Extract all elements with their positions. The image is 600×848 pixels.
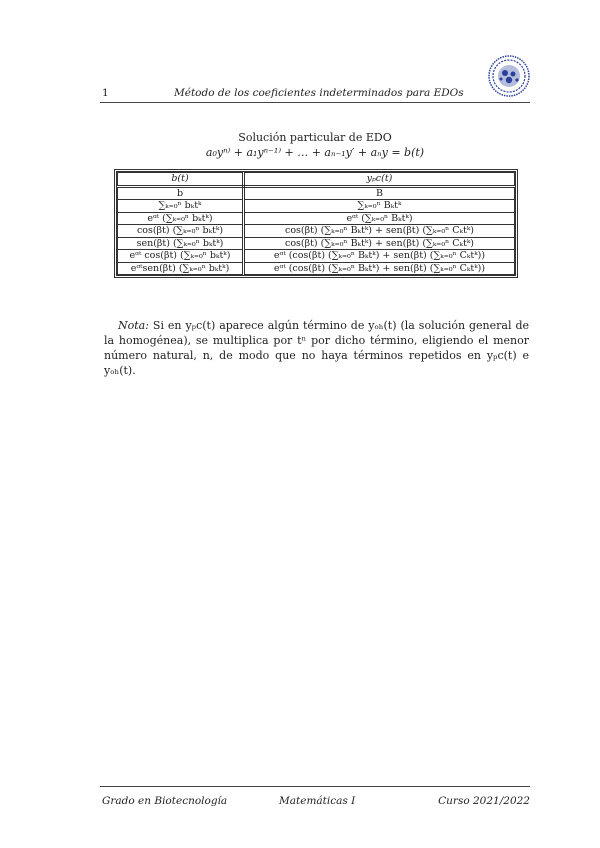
table-caption (100, 130, 530, 160)
particular-solution-table (117, 172, 515, 275)
table-row (118, 250, 515, 263)
caption-title: Solución particular de EDO (238, 131, 392, 144)
page-number: 1 (102, 87, 109, 99)
table-header-row (118, 173, 515, 187)
particular-solution-cell: cos(βt) (∑ₖ₌₀ⁿ Bₖtᵏ) + sen(βt) (∑ₖ₌₀ⁿ Cₖtᵏ) (244, 237, 515, 250)
forcing-term-cell: eᵅᵗ cos(βt) (∑ₖ₌₀ⁿ bₖtᵏ) (118, 250, 244, 263)
table-row (118, 237, 515, 250)
forcing-term-cell: b (118, 186, 244, 200)
particular-solution-cell: eᵅᵗ (∑ₖ₌₀ⁿ Bₖtᵏ) (244, 212, 515, 225)
forcing-term-cell: sen(βt) (∑ₖ₌₀ⁿ bₖtᵏ) (118, 237, 244, 250)
page-header (100, 84, 530, 103)
note-label: Nota: (118, 319, 149, 332)
ode-equation: a₀yⁿ⁾ + a₁yⁿ⁻¹⁾ + … + aₙ₋₁y′ + aₙy = b(t) (205, 146, 425, 159)
header-title: Método de los coeficientes indeterminados para EDOs (174, 87, 464, 99)
footer-course: Matemáticas I (279, 795, 356, 807)
note-text: Si en yₚc(t) aparece algún término de yₒₕ(t) (la solución general de la homogénea), se multiplica por tⁿ por dicho término, eligiendo el menor número natural, n, de modo que no haya términos repetidos en yₚc(t) e yₒₕ(t). (104, 319, 529, 377)
header-forcing-term: b(t) (118, 173, 244, 187)
table-row (118, 212, 515, 225)
forcing-term-cell: eᵅᵗsen(βt) (∑ₖ₌₀ⁿ bₖtᵏ) (118, 262, 244, 275)
particular-solution-cell: ∑ₖ₌₀ⁿ Bₖtᵏ (244, 200, 515, 213)
forcing-term-cell: ∑ₖ₌₀ⁿ bₖtᵏ (118, 200, 244, 213)
footer-degree: Grado en Biotecnología (102, 795, 228, 807)
forcing-term-cell: eᵅᵗ (∑ₖ₌₀ⁿ bₖtᵏ) (118, 212, 244, 225)
table-row (118, 225, 515, 238)
forcing-term-cell: cos(βt) (∑ₖ₌₀ⁿ bₖtᵏ) (118, 225, 244, 238)
particular-solution-cell: eᵅᵗ (cos(βt) (∑ₖ₌₀ⁿ Bₖtᵏ) + sen(βt) (∑ₖ₌₀ⁿ Cₖtᵏ)) (244, 250, 515, 263)
page-footer (100, 786, 530, 809)
particular-solution-cell: B (244, 186, 515, 200)
header-particular-solution: yₚc(t) (244, 173, 515, 187)
university-seal-logo (488, 55, 530, 97)
particular-solution-cell: eᵅᵗ (cos(βt) (∑ₖ₌₀ⁿ Bₖtᵏ) + sen(βt) (∑ₖ₌₀ⁿ Cₖtᵏ)) (244, 262, 515, 275)
particular-solution-cell: cos(βt) (∑ₖ₌₀ⁿ Bₖtᵏ) + sen(βt) (∑ₖ₌₀ⁿ Cₖtᵏ) (244, 225, 515, 238)
table-row (118, 262, 515, 275)
table-row (118, 186, 515, 200)
footer-year: Curso 2021/2022 (438, 795, 530, 807)
note-paragraph (104, 318, 529, 378)
table-row (118, 200, 515, 213)
